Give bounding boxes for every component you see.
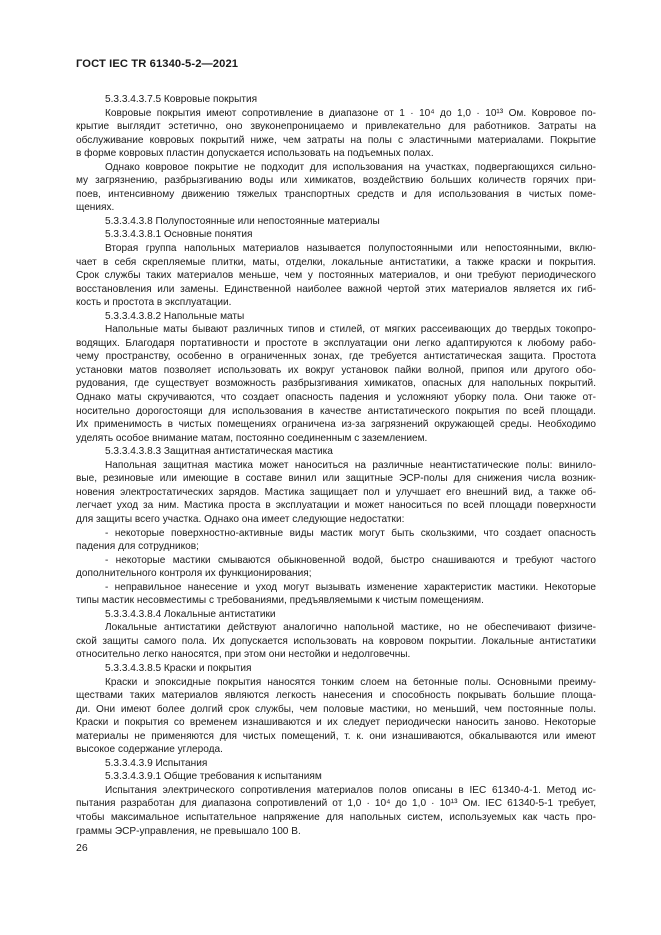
text-line: Вторая группа напольных материалов называется полупостоянными или непостоянными, вклю-	[105, 243, 596, 255]
text-line: вые, резиновые или имеющие в составе винил или защитные ЭСР-полы для снижения числа возник-	[76, 473, 596, 485]
text-line: 5.3.3.4.3.9 Испытания	[105, 757, 208, 769]
text-line: установки матов позволяет использовать их вокруг установок пайки волной, припоя или другого обо-	[76, 364, 596, 376]
text-line: легчает уход за ним. Мастика проста в эксплуатации и может наноситься по всей площади поверхности	[76, 500, 596, 512]
text-line: 5.3.3.4.3.7.5 Ковровые покрытия	[105, 94, 258, 105]
text-line: высокое содержание углерода.	[76, 744, 223, 756]
text-line: - некоторые поверхностно-активные виды мастик могут быть скользкими, что создает опасность	[105, 527, 596, 539]
text-line: крытие выглядит эстетично, оно звуконепроницаемо и привлекательно для работников. Затраты на	[76, 121, 596, 133]
text-line: дополнительного контроля их функционирования;	[76, 568, 312, 580]
text-line: Локальные антистатики действуют аналогично напольной мастике, но не обеспечивают физиче-	[105, 622, 596, 634]
page-number: 26	[76, 842, 88, 854]
text-line: граммы ЭСР-управления, не превышало 100 В.	[76, 825, 301, 837]
text-line: Срок службы таких материалов меньше, чем у постоянных материалов, и они требуют периодического	[76, 270, 596, 282]
text-line: пытания разработан для диапазона сопротивлений от 1,0 · 10⁴ до 1,0 · 10¹³ Ом. IEC 61340-5-1 требует,	[76, 798, 596, 810]
text-line: щениях.	[76, 202, 115, 214]
text-line: ществами таких материалов являются легкость нанесения и способность покрывать большие площа-	[76, 690, 596, 702]
text-line: 5.3.3.4.3.8.4 Локальные антистатики	[105, 608, 276, 620]
text-line: 5.3.3.4.3.9.1 Общие требования к испытаниям	[105, 771, 322, 783]
text-line: Ковровые покрытия имеют сопротивление в диапазоне от 1 · 10⁴ до 1,0 · 10¹³ Ом. Ковровое по-	[105, 107, 596, 119]
text-line: рудования, где существует возможность разбрызгивания химикатов, опасных для напольных покрытий.	[76, 378, 596, 390]
text-line: 5.3.3.4.3.8 Полупостоянные или непостоянные материалы	[105, 215, 380, 227]
text-line: 5.3.3.4.3.8.5 Краски и покрытия	[105, 662, 252, 674]
text-line: типы мастик несовместимы с требованиями, предъявляемыми к чистым помещениям.	[76, 595, 484, 607]
text-line: кость и простота в эксплуатации.	[76, 297, 232, 309]
text-line: Испытания электрического сопротивления материалов полов описаны в IEC 61340-4-1. Метод ис-	[105, 784, 596, 796]
text-line: 5.3.3.4.3.8.3 Защитная антистатическая мастика	[105, 446, 333, 458]
text-line: Однако маты скручиваются, что создает опасность падения и усложняют уборку пола. Они также от-	[76, 392, 596, 404]
text-line: носительно дорогостоящи для использования в качестве антистатического покрытия по всей площади.	[76, 405, 596, 417]
text-line: 5.3.3.4.3.8.1 Основные понятия	[105, 229, 253, 241]
document-body	[76, 93, 596, 838]
text-line: чает в себя скрепляемые плитки, маты, отделки, локальные антистатики, а также краски и покрытия.	[76, 256, 596, 268]
text-line: Краски и эпоксидные покрытия наносятся тонким слоем на бетонные полы. Основными преиму-	[105, 676, 596, 688]
text-line: - некоторые мастики смываются обыкновенной водой, быстро снашиваются и требуют частого	[105, 554, 596, 566]
text-line: относительно легко наносятся, при этом они нестойки и недолговечны.	[76, 649, 411, 661]
text-line: чтобы максимальное испытательное напряжение для напольных систем, используемых как часть про-	[76, 811, 596, 823]
text-line: Их применимость в чистых помещениях ограничена из-за загрязнений окружающей среды. Необходимо	[76, 419, 596, 431]
text-line: обслуживание ковровых покрытий ниже, чем затраты на полы с эластичными материалами. Покрытие	[76, 134, 596, 146]
text-line: ской защиты самого пола. Их допускается использовать на ковровом покрытии. Локальные антистатики	[76, 635, 596, 647]
text-line: новения электростатических зарядов. Мастика защищает пол и улучшает его внешний вид, а также об-	[76, 486, 596, 498]
text-line: для защиты всего участка. Однако она имеет следующие недостатки:	[76, 513, 405, 525]
text-line: Краски и покрытия со временем изнашиваются и их следует периодически наносить заново. Некоторые	[76, 717, 596, 729]
text-line: поев, интенсивному движению тяжелых транспортных средств и для использования в чистых поме-	[76, 188, 596, 200]
text-line: водящих. Благодаря портативности и простоте в эксплуатации они легко адаптируются к любому рабо-	[76, 337, 596, 349]
text-line: Однако ковровое покрытие не подходит для использования на участках, подвергающихся сильно-	[105, 161, 596, 173]
text-line: материалы не применяются для чистых помещений, т. к. они изнашиваются, обкалываются или имеют	[76, 730, 596, 742]
text-line: му загрязнению, разбрызгиванию воды или химикатов, воздействию больших количеств горячих при-	[76, 175, 596, 187]
text-line: восстановления или замены. Единственной наиболее важной чертой этих материалов является их гиб-	[76, 283, 596, 295]
text-line: ди. Они имеют более долгий срок службы, чем половые мастики, но меньший, чем постоянные полы.	[76, 703, 596, 715]
text-line: уделять особое внимание матам, постоянно соединенным с заземлением.	[76, 432, 428, 444]
text-line: в форме ковровых пластин допускается использовать на подъемных полах.	[76, 148, 434, 160]
text-line: чему пространству, особенно в ограниченных зонах, где требуется антистатическая защита. Простота	[76, 351, 596, 363]
text-line: Напольные маты бывают различных типов и стилей, от мягких рассеивающих до твердых токопро-	[105, 324, 596, 336]
text-line: - неправильное нанесение и уход могут вызывать изменение характеристик мастики. Некоторые	[105, 581, 596, 593]
text-line: 5.3.3.4.3.8.2 Напольные маты	[105, 310, 245, 322]
text-line: падения для сотрудников;	[76, 541, 199, 553]
document-header: ГОСТ IEC TR 61340-5-2—2021	[76, 58, 239, 70]
text-line: Напольная защитная мастика может наноситься на различные неантистатические полы: винило-	[105, 459, 596, 471]
